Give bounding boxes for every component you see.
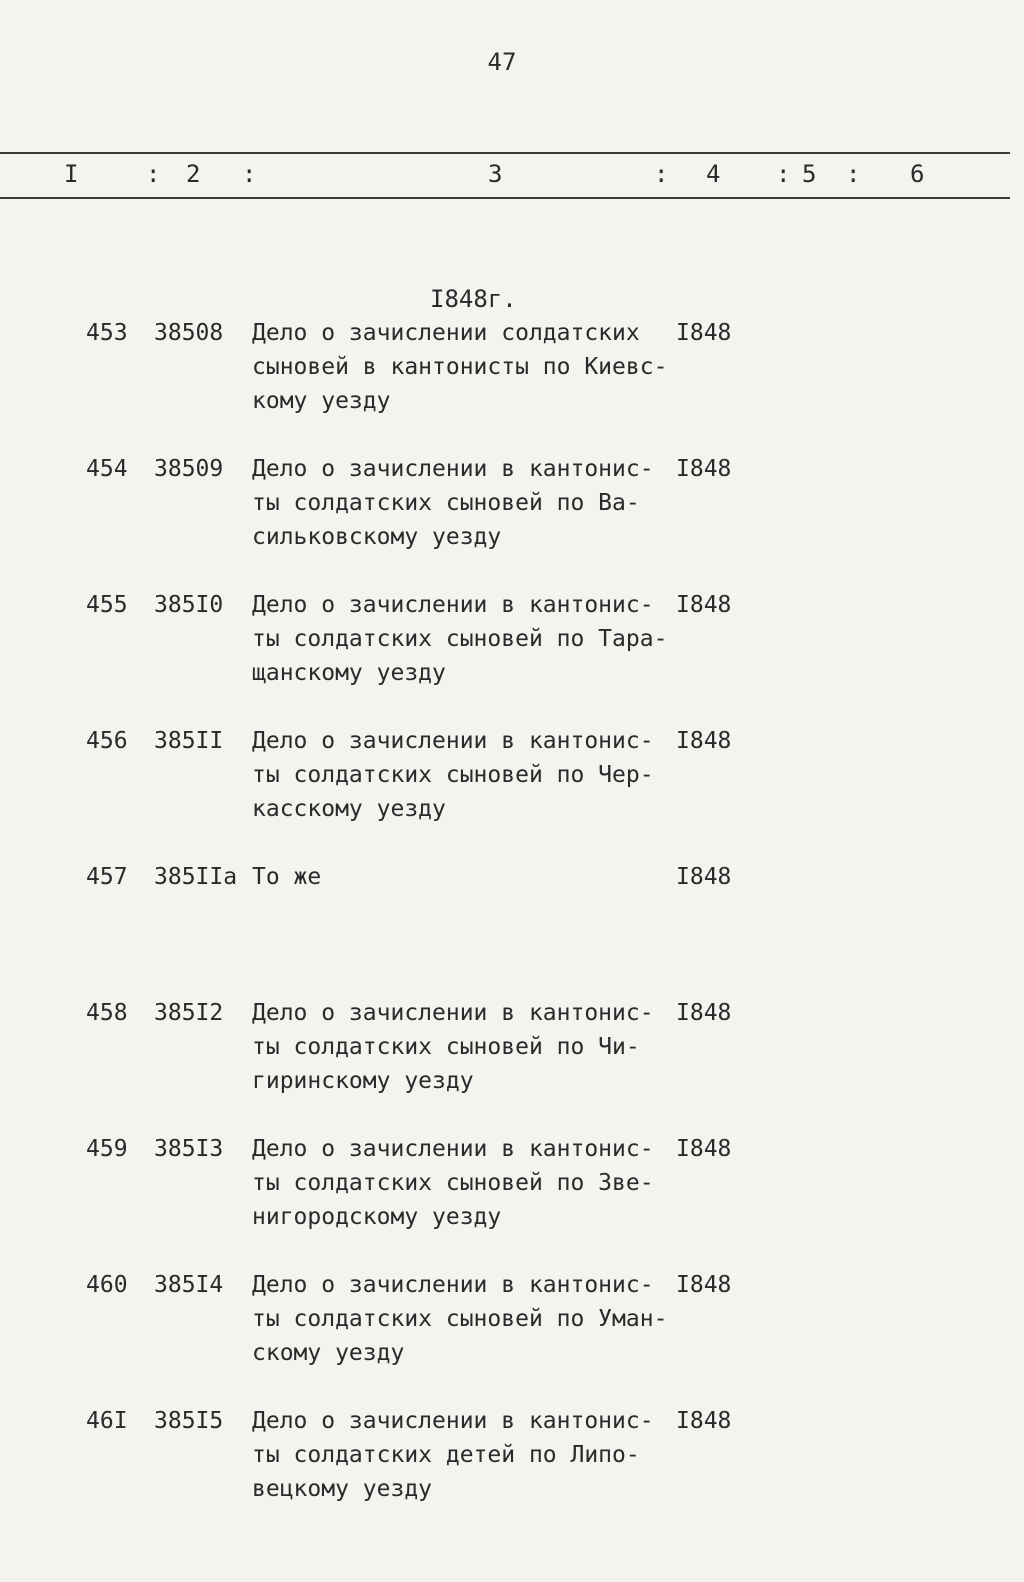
entry-description-line: Дело о зачислении солдатских: [252, 320, 640, 346]
entry-code: 38508: [154, 320, 224, 346]
entry-number: 459: [86, 1136, 128, 1162]
entry-date: I848: [676, 456, 732, 482]
entry-description: [252, 1132, 662, 1234]
entry-description: [252, 452, 662, 554]
list-item: [0, 452, 1010, 588]
entry-code: 385II: [154, 728, 224, 754]
column-separator: :: [846, 160, 861, 188]
entry-description-line: То же: [252, 864, 322, 890]
entries-list: [0, 316, 1010, 1540]
entry-description-line: вецкому уезду: [252, 1476, 433, 1502]
entry-code: 385I2: [154, 1000, 224, 1026]
entry-description-line: ты солдатских сыновей по Уман-: [252, 1306, 668, 1332]
entry-number: 460: [86, 1272, 128, 1298]
entry-description-line: Дело о зачислении в кантонис-: [252, 1000, 654, 1026]
entry-description: [252, 588, 668, 690]
list-item: [0, 724, 1010, 860]
entry-description-line: нигородскому уезду: [252, 1204, 502, 1230]
column-6-label: 6: [910, 160, 925, 188]
entry-date: I848: [676, 1000, 732, 1026]
entry-description-line: Дело о зачислении в кантонис-: [252, 1136, 654, 1162]
entry-number: 458: [86, 1000, 128, 1026]
entry-date: I848: [676, 1272, 732, 1298]
entry-description-line: сыновей в кантонисты по Киевс-: [252, 354, 668, 380]
entry-description-line: ты солдатских сыновей по Ва-: [252, 490, 640, 516]
entry-number: 455: [86, 592, 128, 618]
column-3-label: 3: [488, 160, 503, 188]
column-separator: :: [776, 160, 791, 188]
entry-date: I848: [676, 728, 732, 754]
entry-code: 385I0: [154, 592, 224, 618]
entry-date: I848: [676, 320, 732, 346]
entry-description-line: ты солдатских детей по Липо-: [252, 1442, 640, 1468]
column-1-label: I: [64, 160, 79, 188]
entry-code: 385IIа: [154, 864, 238, 890]
entry-description: [252, 316, 668, 418]
entry-number: 456: [86, 728, 128, 754]
column-separator: :: [654, 160, 669, 188]
entry-description-line: щанскому уезду: [252, 660, 446, 686]
entry-description: [252, 996, 662, 1098]
entry-number: 453: [86, 320, 128, 346]
list-item: [0, 1268, 1010, 1404]
entry-description-line: Дело о зачислении в кантонис-: [252, 592, 654, 618]
entry-code: 385I4: [154, 1272, 224, 1298]
entry-number: 454: [86, 456, 128, 482]
column-separator: :: [242, 160, 257, 188]
entry-description-line: ты солдатских сыновей по Тара-: [252, 626, 668, 652]
list-item: [0, 1404, 1010, 1540]
entry-date: I848: [676, 1408, 732, 1434]
entry-description-line: Дело о зачислении в кантонис-: [252, 1408, 654, 1434]
page-number: 47: [487, 48, 517, 76]
entry-date: I848: [676, 1136, 732, 1162]
entry-date: I848: [676, 864, 732, 890]
entry-description-line: сильковскому уезду: [252, 524, 502, 550]
column-4-label: 4: [706, 160, 721, 188]
entry-number: 457: [86, 864, 128, 890]
column-2-label: 2: [186, 160, 201, 188]
column-separator: :: [146, 160, 161, 188]
entry-description-line: Дело о зачислении в кантонис-: [252, 728, 654, 754]
entry-description-line: скому уезду: [252, 1340, 405, 1366]
entry-description-line: ты солдатских сыновей по Зве-: [252, 1170, 654, 1196]
entry-description: [252, 1268, 668, 1370]
year-heading: I848г.: [430, 285, 517, 313]
entry-description-line: касскому уезду: [252, 796, 446, 822]
header-top-rule: [0, 152, 1010, 154]
entry-description-line: Дело о зачислении в кантонис-: [252, 456, 654, 482]
column-5-label: 5: [802, 160, 817, 188]
entry-description: [252, 860, 662, 894]
header-bottom-rule: [0, 197, 1010, 199]
list-item: [0, 316, 1010, 452]
entry-number: 46I: [86, 1408, 128, 1434]
list-item: [0, 1132, 1010, 1268]
list-item: [0, 996, 1010, 1132]
entry-code: 385I5: [154, 1408, 224, 1434]
entry-date: I848: [676, 592, 732, 618]
list-item: [0, 860, 1010, 996]
entry-code: 38509: [154, 456, 224, 482]
entry-description-line: Дело о зачислении в кантонис-: [252, 1272, 654, 1298]
entry-description-line: ты солдатских сыновей по Чи-: [252, 1034, 640, 1060]
entry-description-line: кому уезду: [252, 388, 391, 414]
entry-description: [252, 1404, 662, 1506]
entry-code: 385I3: [154, 1136, 224, 1162]
entry-description-line: гиринскому уезду: [252, 1068, 474, 1094]
entry-description-line: ты солдатских сыновей по Чер-: [252, 762, 654, 788]
entry-description: [252, 724, 662, 826]
list-item: [0, 588, 1010, 724]
